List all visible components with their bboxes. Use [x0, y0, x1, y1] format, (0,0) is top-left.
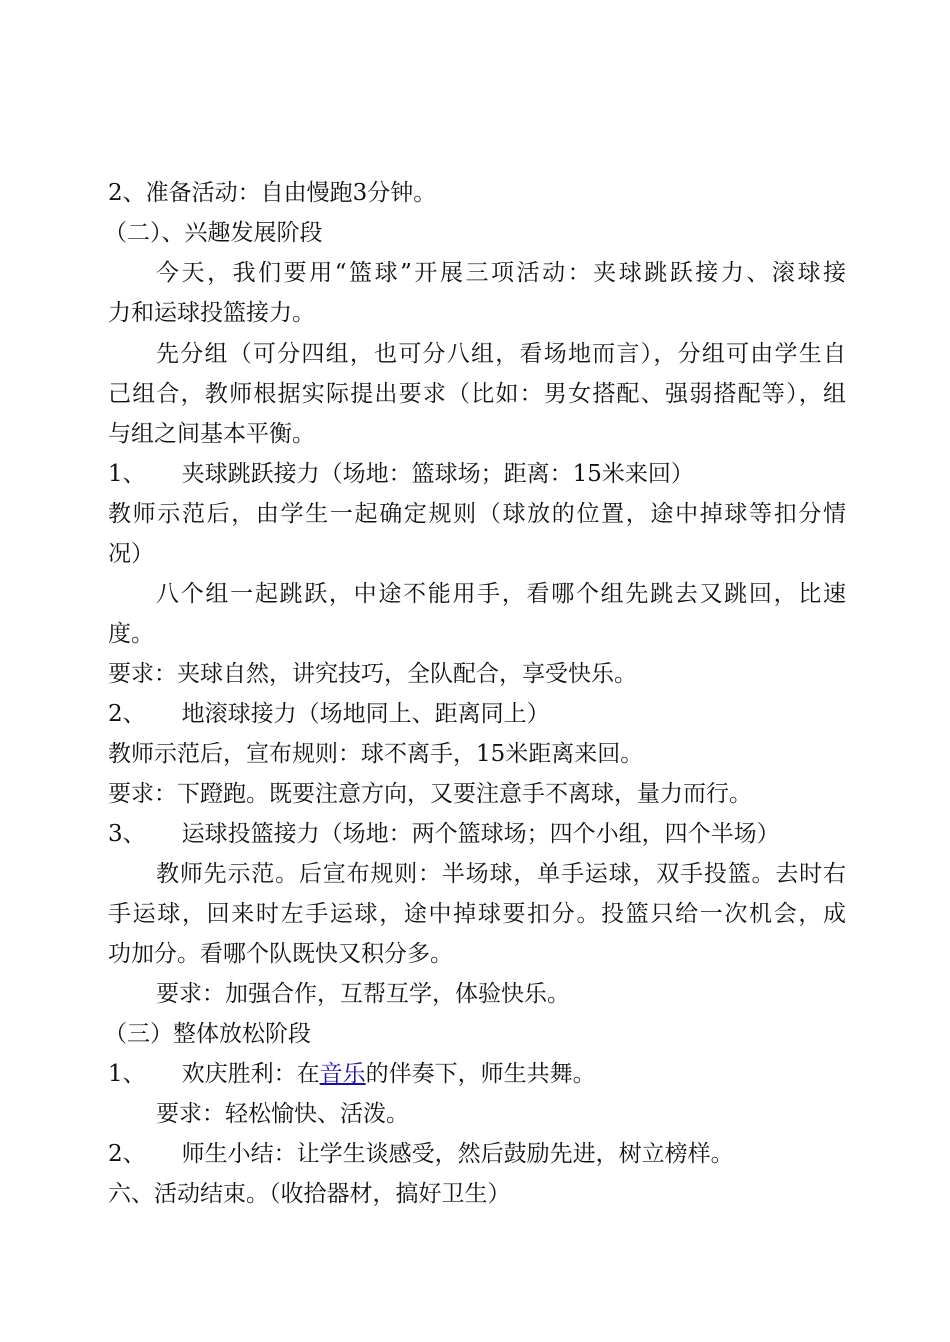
text-line: 教师示范后，由学生一起确定规则（球放的位置，途中掉球等扣分情 [108, 501, 846, 527]
music-link[interactable]: 音乐 [319, 1061, 366, 1087]
list-text: 地滚球接力（场地同上、距离同上） [181, 701, 550, 727]
list-item [108, 459, 694, 489]
text-line: 教师先示范。后宣布规则：半场球，单手运球，双手投篮。去时右 [156, 861, 846, 887]
text-line: 要求：加强合作，互帮互学，体验快乐。 [156, 981, 570, 1007]
text-line: 六、活动结束。（收拾器材，搞好卫生） [108, 1181, 511, 1207]
list-number: 2、 [108, 701, 146, 727]
text-line: 况） [108, 541, 154, 567]
list-text: 夹球跳跃接力（场地：篮球场；距离：15米来回） [181, 461, 694, 487]
list-number: 1、 [108, 1061, 146, 1087]
list-item [108, 699, 550, 729]
section-heading: （二）、兴趣发展阶段 [104, 220, 323, 246]
text-line: 先分组（可分四组，也可分八组，看场地而言），分组可由学生自 [156, 341, 846, 367]
text-line: 2、准备活动：自由慢跑3分钟。 [108, 180, 437, 206]
text-line: 手运球，回来时左手运球，途中掉球要扣分。投篮只给一次机会，成 [108, 901, 846, 927]
text-line: 力和运球投篮接力。 [108, 300, 315, 326]
text-line: 今天，我们要用“篮球”开展三项活动：夹球跳跃接力、滚球接 [156, 260, 846, 286]
list-number: 2、 [108, 1141, 146, 1167]
text-line: 功加分。看哪个队既快又积分多。 [108, 941, 453, 967]
text-line: 八个组一起跳跃，中途不能用手，看哪个组先跳去又跳回，比速 [156, 581, 846, 607]
list-text: 欢庆胜利：在 [181, 1061, 320, 1087]
list-text: 的伴奏下，师生共舞。 [365, 1061, 596, 1087]
section-heading: （三）整体放松阶段 [104, 1021, 311, 1047]
text-line: 己组合，教师根据实际提出要求（比如：男女搭配、强弱搭配等），组 [108, 381, 846, 407]
text-line: 度。 [108, 621, 154, 647]
list-item [108, 1139, 734, 1169]
list-number: 1、 [108, 461, 146, 487]
list-text: 运球投篮接力（场地：两个篮球场；四个小组，四个半场） [181, 821, 780, 847]
text-line: 要求：下蹬跑。既要注意方向，又要注意手不离球，量力而行。 [108, 781, 752, 807]
text-line: 与组之间基本平衡。 [108, 421, 315, 447]
list-item [108, 1059, 596, 1089]
list-text: 师生小结：让学生谈感受，然后鼓励先进，树立榜样。 [181, 1141, 734, 1167]
text-line: 教师示范后，宣布规则：球不离手，15米距离来回。 [108, 741, 644, 767]
list-number: 3、 [108, 821, 146, 847]
text-line: 要求：夹球自然，讲究技巧，全队配合，享受快乐。 [108, 661, 637, 687]
list-item [108, 819, 780, 849]
text-line: 要求：轻松愉快、活泼。 [156, 1101, 409, 1127]
